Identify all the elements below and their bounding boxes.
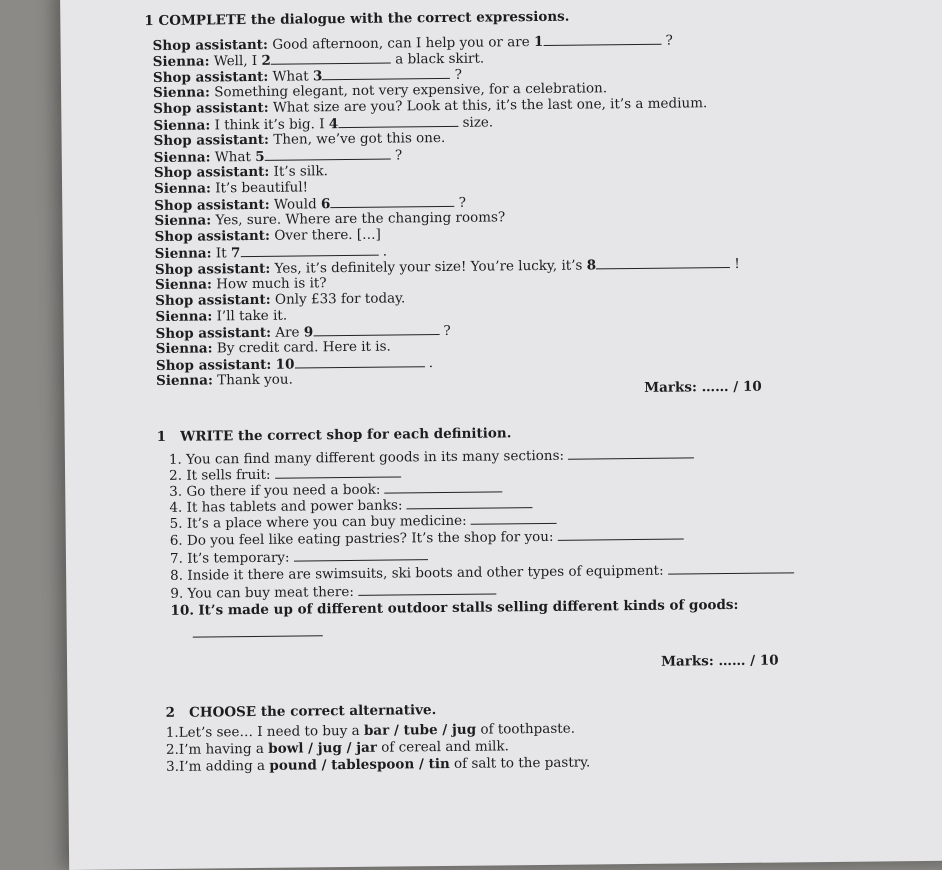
choice-item: 2.I’m having a bowl / jug / jar of cereal and milk. — [165, 738, 509, 758]
dialogue-line: Sienna: By credit card. Here it is. — [155, 338, 391, 358]
list-item: 6. Do you feel like eating pastries? It’s the shop for you: — [170, 526, 684, 548]
marks-section2: Marks: …… / 10 — [660, 652, 779, 670]
answer-blank-6[interactable] — [330, 194, 454, 208]
dialogue-line: Shop assistant: Then, we’ve got this one. — [153, 129, 446, 150]
dialogue-line: Sienna: I’ll take it. — [155, 307, 288, 326]
answer-blank-9[interactable] — [313, 322, 439, 336]
dialogue-line: Sienna: Yes, sure. Where are the changing rooms? — [154, 209, 506, 230]
dialogue-line: Shop assistant: Are 9 ? — [155, 322, 451, 343]
section2-heading: 1 WRITE the correct shop for each definition. — [156, 425, 512, 446]
dialogue-line: Sienna: I think it’s big. I 4 size. — [153, 114, 494, 135]
answer-line-10 — [193, 623, 323, 641]
answer-blank[interactable] — [668, 560, 794, 574]
section1-heading — [144, 9, 569, 29]
answer-blank-8[interactable] — [596, 255, 730, 269]
answer-blank-1[interactable] — [543, 32, 661, 46]
list-item: 7. It’s temporary: — [170, 547, 428, 567]
choice-item: 1.Let’s see… I need to buy a bar / tube / jug of toothpaste. — [165, 720, 576, 741]
answer-blank-3[interactable] — [322, 66, 450, 80]
dialogue-line: Sienna: What 5 ? — [153, 147, 403, 167]
dialogue-line: Sienna: Well, I 2 a black skirt. — [152, 50, 485, 71]
choice-item: 3.I’m adding a pound / tablespoon / tin of salt to the pastry. — [166, 754, 591, 775]
marks-section1: Marks: …… / 10 — [644, 378, 762, 396]
list-item: 10. It’s made up of different outdoor stalls selling different kinds of goods: — [170, 596, 739, 619]
dialogue-line: Shop assistant: It’s silk. — [153, 163, 329, 182]
worksheet-page — [60, 0, 942, 870]
section1-number: 1 — [144, 13, 154, 30]
list-item: 4. It has tablets and power banks: — [169, 495, 533, 516]
dialogue-line: Sienna: It’s beautiful! — [154, 179, 309, 198]
dialogue-line: Shop assistant: Yes, it’s definitely your size! You’re lucky, it’s 8 ! — [154, 255, 740, 279]
section3-heading: 2 CHOOSE the correct alternative. — [165, 702, 437, 721]
answer-blank[interactable] — [385, 479, 503, 493]
answer-blank-2[interactable] — [271, 51, 391, 65]
answer-blank[interactable] — [568, 445, 694, 459]
list-item: 2. It sells fruit: — [169, 464, 401, 483]
dialogue-line: Shop assistant: What 3 ? — [152, 66, 462, 87]
dialogue-line: Shop assistant: Only £33 for today. — [155, 290, 406, 310]
answer-blank[interactable] — [358, 581, 496, 595]
answer-blank-5[interactable] — [265, 147, 391, 161]
list-item: 9. You can buy meat there: — [170, 581, 496, 601]
choice-options[interactable]: pound / tablespoon / tin — [269, 755, 450, 774]
answer-blank-10[interactable] — [294, 354, 424, 368]
dialogue-line: Shop assistant: What size are you? Look at this, it’s the last one, it’s a medium. — [153, 95, 708, 118]
answer-blank[interactable] — [407, 495, 533, 509]
answer-blank[interactable] — [558, 526, 684, 540]
list-item: 8. Inside it there are swimsuits, ski boots and other types of equipment: — [170, 560, 794, 584]
dialogue-line: Sienna: Something elegant, not very expensive, for a celebration. — [153, 80, 608, 102]
answer-blank[interactable] — [275, 464, 401, 478]
list-item: 5. It’s a place where you can buy medicine: — [170, 511, 558, 532]
dialogue-line: Sienna: It 7 . — [154, 243, 388, 263]
answer-blank-7[interactable] — [240, 243, 378, 257]
choice-options[interactable]: bar / tube / jug — [363, 721, 477, 739]
answer-blank[interactable] — [471, 511, 557, 525]
dialogue-line: Sienna: How much is it? — [155, 275, 327, 294]
section1-title: COMPLETE the dialogue with the correct expressions. — [158, 8, 570, 29]
answer-blank[interactable] — [294, 547, 428, 561]
dialogue-line: Shop assistant: Would 6 ? — [154, 194, 467, 215]
dialogue-line: Shop assistant: Good afternoon, can I help you or are 1 ? — [152, 32, 673, 55]
dialogue-line: Shop assistant: 10 . — [155, 355, 434, 375]
list-item: 3. Go there if you need a book: — [169, 479, 503, 499]
dialogue-line: Sienna: Thank you. — [156, 371, 293, 390]
dialogue-line: Shop assistant: Over there. […] — [154, 226, 381, 246]
answer-blank[interactable] — [193, 623, 323, 637]
list-item: 1. You can find many different goods in its many sections: — [169, 445, 695, 468]
answer-blank-4[interactable] — [338, 114, 458, 128]
choice-options[interactable]: bowl / jug / jar — [268, 739, 378, 757]
